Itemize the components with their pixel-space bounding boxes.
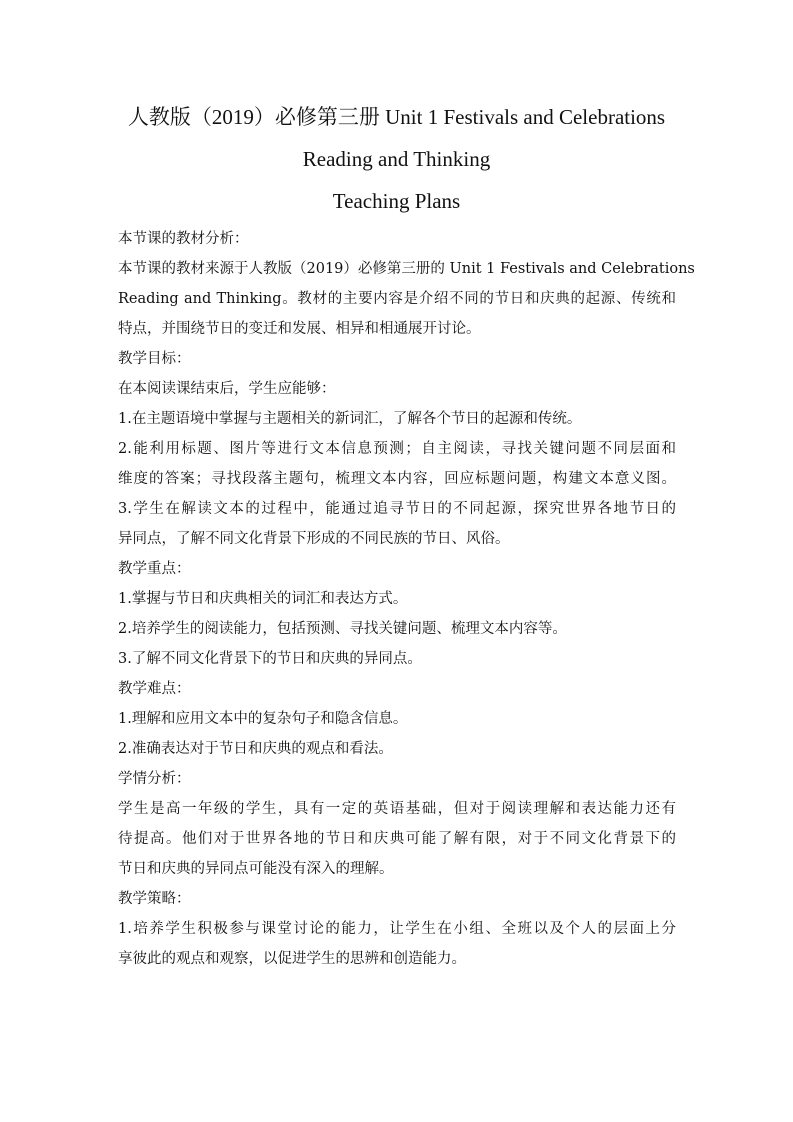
list-item: 2.准确表达对于节日和庆典的观点和看法。 bbox=[118, 741, 393, 757]
list-item: 1.培养学生积极参与课堂讨论的能力，让学生在小组、全班以及个人的层面上分 bbox=[118, 921, 676, 937]
document-title: 人教版（2019）必修第三册 Unit 1 Festivals and Celebrations bbox=[127, 105, 666, 129]
section-heading-material-analysis: 本节课的教材分析： bbox=[118, 231, 249, 247]
list-item: 2.培养学生的阅读能力，包括预测、寻找关键问题、梳理文本内容等。 bbox=[118, 621, 567, 637]
document-subtitle: Reading and Thinking bbox=[302, 147, 491, 171]
document-body bbox=[118, 224, 695, 974]
list-item: 1.理解和应用文本中的复杂句子和隐含信息。 bbox=[118, 711, 408, 727]
paragraph-line: Reading and Thinking。教材的主要内容是介绍不同的节日和庆典的起源、传统和 bbox=[118, 291, 676, 307]
section-heading-teaching-objectives: 教学目标： bbox=[118, 351, 191, 367]
list-item: 1.掌握与节日和庆典相关的词汇和表达方式。 bbox=[118, 591, 408, 607]
list-item-continuation: 享彼此的观点和观察，以促进学生的思辨和创造能力。 bbox=[118, 951, 466, 967]
section-heading-key-points: 教学重点： bbox=[118, 561, 191, 577]
section-heading-student-analysis: 学情分析： bbox=[118, 771, 191, 787]
paragraph-line: 待提高。他们对于世界各地的节日和庆典可能了解有限，对于不同文化背景下的 bbox=[118, 831, 676, 847]
paragraph-line: 本节课的教材来源于人教版（2019）必修第三册的 Unit 1 Festivals and Celebrations bbox=[118, 261, 695, 277]
list-item: 2.能利用标题、图片等进行文本信息预测；自主阅读，寻找关键问题不同层面和 bbox=[118, 441, 676, 457]
list-item: 3.了解不同文化背景下的节日和庆典的异同点。 bbox=[118, 651, 422, 667]
list-item-continuation: 异同点，了解不同文化背景下形成的不同民族的节日、风俗。 bbox=[118, 531, 510, 547]
list-item-continuation: 维度的答案；寻找段落主题句，梳理文本内容，回应标题问题，构建文本意义图。 bbox=[118, 471, 676, 487]
paragraph-line: 特点，并围绕节日的变迁和发展、相异和相通展开讨论。 bbox=[118, 321, 481, 337]
section-heading-teaching-strategies: 教学策略： bbox=[118, 891, 191, 907]
document-heading-teaching-plans: Teaching Plans bbox=[332, 189, 461, 213]
paragraph-line: 在本阅读课结束后，学生应能够： bbox=[118, 381, 336, 397]
list-item: 1.在主题语境中掌握与主题相关的新词汇，了解各个节日的起源和传统。 bbox=[118, 411, 582, 427]
section-heading-difficult-points: 教学难点： bbox=[118, 681, 191, 697]
paragraph-line: 节日和庆典的异同点可能没有深入的理解。 bbox=[118, 861, 394, 877]
paragraph-line: 学生是高一年级的学生，具有一定的英语基础，但对于阅读理解和表达能力还有 bbox=[118, 801, 676, 817]
list-item: 3.学生在解读文本的过程中，能通过追寻节日的不同起源，探究世界各地节日的 bbox=[118, 501, 676, 517]
